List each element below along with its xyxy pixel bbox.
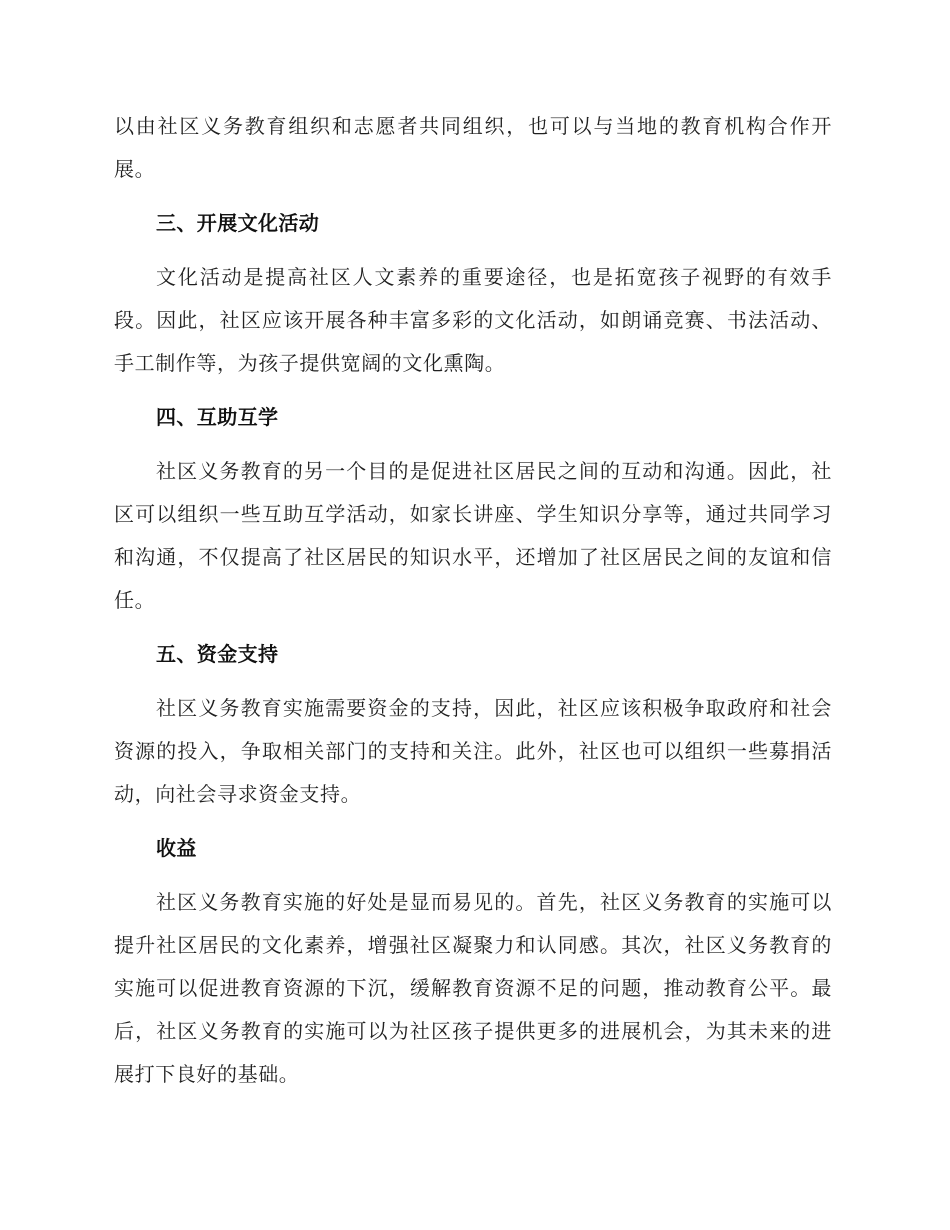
document-page <box>114 105 832 1096</box>
section-heading-benefits: 收益 <box>156 836 197 860</box>
section-body-culture-activities: 文化活动是提高社区人文素养的重要途径，也是拓宽孩子视野的有效手段。因此，社区应该开展各种丰富多彩的文化活动，如朗诵竞赛、书法活动、手工制作等，为孩子提供宽阔的文化熏陶。 <box>114 265 832 375</box>
section-body-benefits: 社区义务教育实施的好处是显而易见的。首先，社区义务教育的实施可以提升社区居民的文化素养，增强社区凝聚力和认同感。其次，社区义务教育的实施可以促进教育资源的下沉，缓解教育资源不足的问题，推动教育公平。最后，社区义务教育的实施可以为社区孩子提供更多的进展机会，为其未来的进展打下良好的基础。 <box>114 890 832 1086</box>
section-body-funding-support: 社区义务教育实施需要资金的支持，因此，社区应该积极争取政府和社会资源的投入，争取相关部门的支持和关注。此外，社区也可以组织一些募捐活动，向社会寻求资金支持。 <box>114 696 832 806</box>
section-heading-culture-activities: 三、开展文化活动 <box>156 211 320 235</box>
section-body-mutual-learning: 社区义务教育的另一个目的是促进社区居民之间的互动和沟通。因此，社区可以组织一些互助互学活动，如家长讲座、学生知识分享等，通过共同学习和沟通，不仅提高了社区居民的知识水平，还增加了社区居民之间的友谊和信任。 <box>114 459 832 612</box>
intro-paragraph-tail: 以由社区义务教育组织和志愿者共同组织，也可以与当地的教育机构合作开展。 <box>114 114 832 181</box>
section-heading-funding-support: 五、资金支持 <box>156 642 279 666</box>
section-heading-mutual-learning: 四、互助互学 <box>156 405 279 429</box>
